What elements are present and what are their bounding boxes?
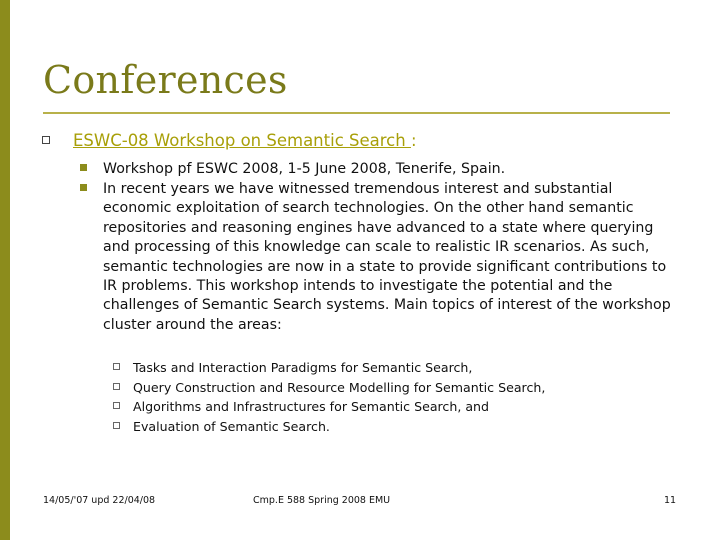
hollow-square-bullet-icon: [113, 402, 120, 409]
hollow-square-bullet-icon: [113, 363, 120, 370]
footer-course: Cmp.E 588 Spring 2008 EMU: [253, 495, 391, 506]
topic-item: [113, 360, 472, 375]
filled-square-bullet-icon: [80, 184, 87, 191]
workshop-link[interactable]: ESWC-08 Workshop on Semantic Search: [73, 131, 411, 150]
topic-text: Tasks and Interaction Paradigms for Semantic Search,: [133, 360, 473, 375]
footer-page-number: 11: [664, 495, 677, 506]
left-accent-bar: [0, 0, 10, 540]
topic-item: [113, 419, 330, 434]
sub-bullet-item: [80, 180, 680, 335]
hollow-square-bullet-icon: [113, 383, 120, 390]
main-bullet-text: [73, 131, 417, 150]
square-bullet-icon: [42, 136, 50, 144]
topic-item: [113, 399, 489, 414]
topic-item: [113, 380, 545, 395]
main-bullet-suffix: :: [410, 131, 417, 150]
sub-bullet-text: In recent years we have witnessed tremendous interest and substantial economic exploitation of search technologies. On the other hand semantic repositories and reasoning engines have advanced to a state where querying and processing of this knowledge can scale to realistic IR scenarios. As such, semantic technologies are now in a state to provide significant contributions to IR problems. This workshop intends to investigate the potential and the challenges of Semantic Search systems. Main topics of interest of the workshop cluster around the areas:: [103, 181, 671, 333]
sub-bullet-text: Workshop pf ESWC 2008, 1-5 June 2008, Tenerife, Spain.: [103, 161, 506, 177]
footer-date: 14/05/'07 upd 22/04/08: [43, 495, 156, 506]
filled-square-bullet-icon: [80, 164, 87, 171]
slide-title: Conferences: [43, 58, 288, 102]
topic-text: Evaluation of Semantic Search.: [133, 419, 330, 434]
topic-text: Algorithms and Infrastructures for Semantic Search, and: [133, 399, 490, 414]
hollow-square-bullet-icon: [113, 422, 120, 429]
topic-text: Query Construction and Resource Modelling for Semantic Search,: [133, 380, 546, 395]
title-divider: [43, 112, 670, 114]
sub-bullet-item: [80, 160, 680, 179]
